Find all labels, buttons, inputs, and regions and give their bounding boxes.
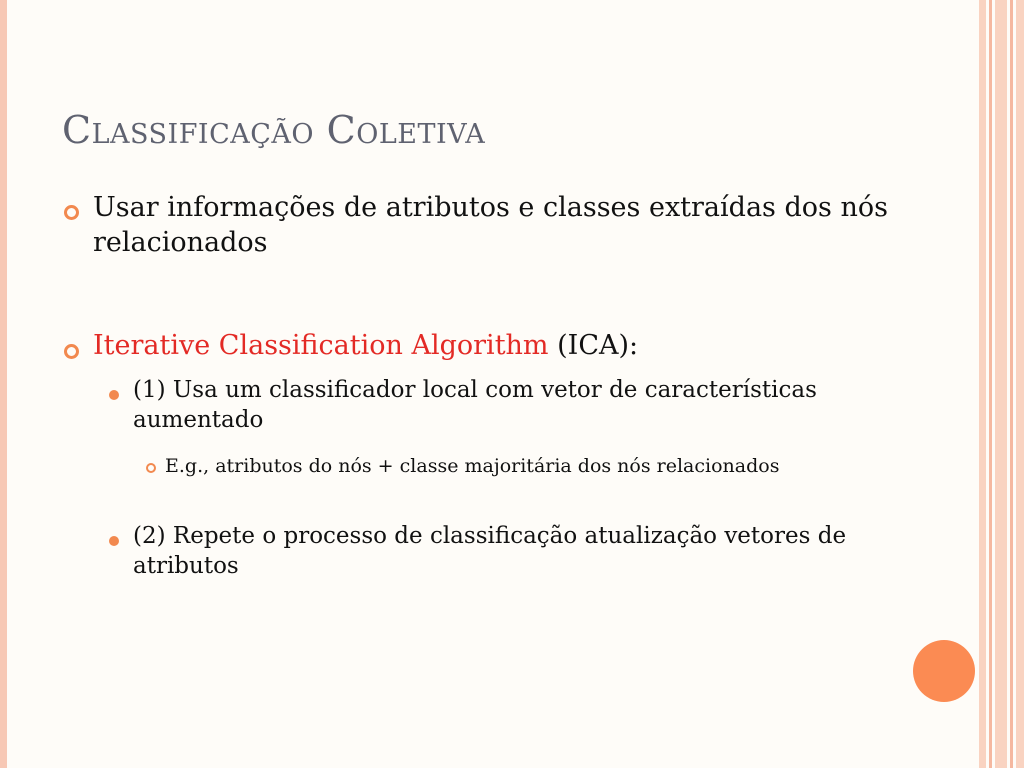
ica-suffix: (ICA): xyxy=(548,330,639,361)
sub-sub-bullet-exemplo: E.g., atributos do nós + classe majoritária dos nós relacionados xyxy=(165,455,780,477)
small-ring-bullet-icon xyxy=(146,463,156,473)
right-stripe-decoration xyxy=(1010,0,1013,768)
decorative-circle xyxy=(913,640,975,702)
ica-highlight: Iterative Classification Algorithm xyxy=(93,330,549,361)
right-stripe-decoration xyxy=(979,0,986,768)
right-stripe-decoration xyxy=(989,0,992,768)
right-stripe-decoration xyxy=(995,0,1007,768)
dot-bullet-icon xyxy=(109,536,119,546)
ring-bullet-icon xyxy=(64,205,79,220)
slide-title: Classificação Coletiva xyxy=(62,108,486,152)
ring-bullet-icon xyxy=(64,344,79,359)
bullet-usar-informacoes: Usar informações de atributos e classes extraídas dos nós relacionados xyxy=(93,192,888,259)
bullet-ica xyxy=(93,328,893,363)
left-border-decoration xyxy=(0,0,7,768)
sub-bullet-repete-processo: (2) Repete o processo de classificação atualização vetores de atributos xyxy=(133,523,847,579)
sub-bullet-classificador-local: (1) Usa um classificador local com vetor de características aumentado xyxy=(133,377,817,433)
dot-bullet-icon xyxy=(109,390,119,400)
right-stripe-decoration xyxy=(1016,0,1024,768)
